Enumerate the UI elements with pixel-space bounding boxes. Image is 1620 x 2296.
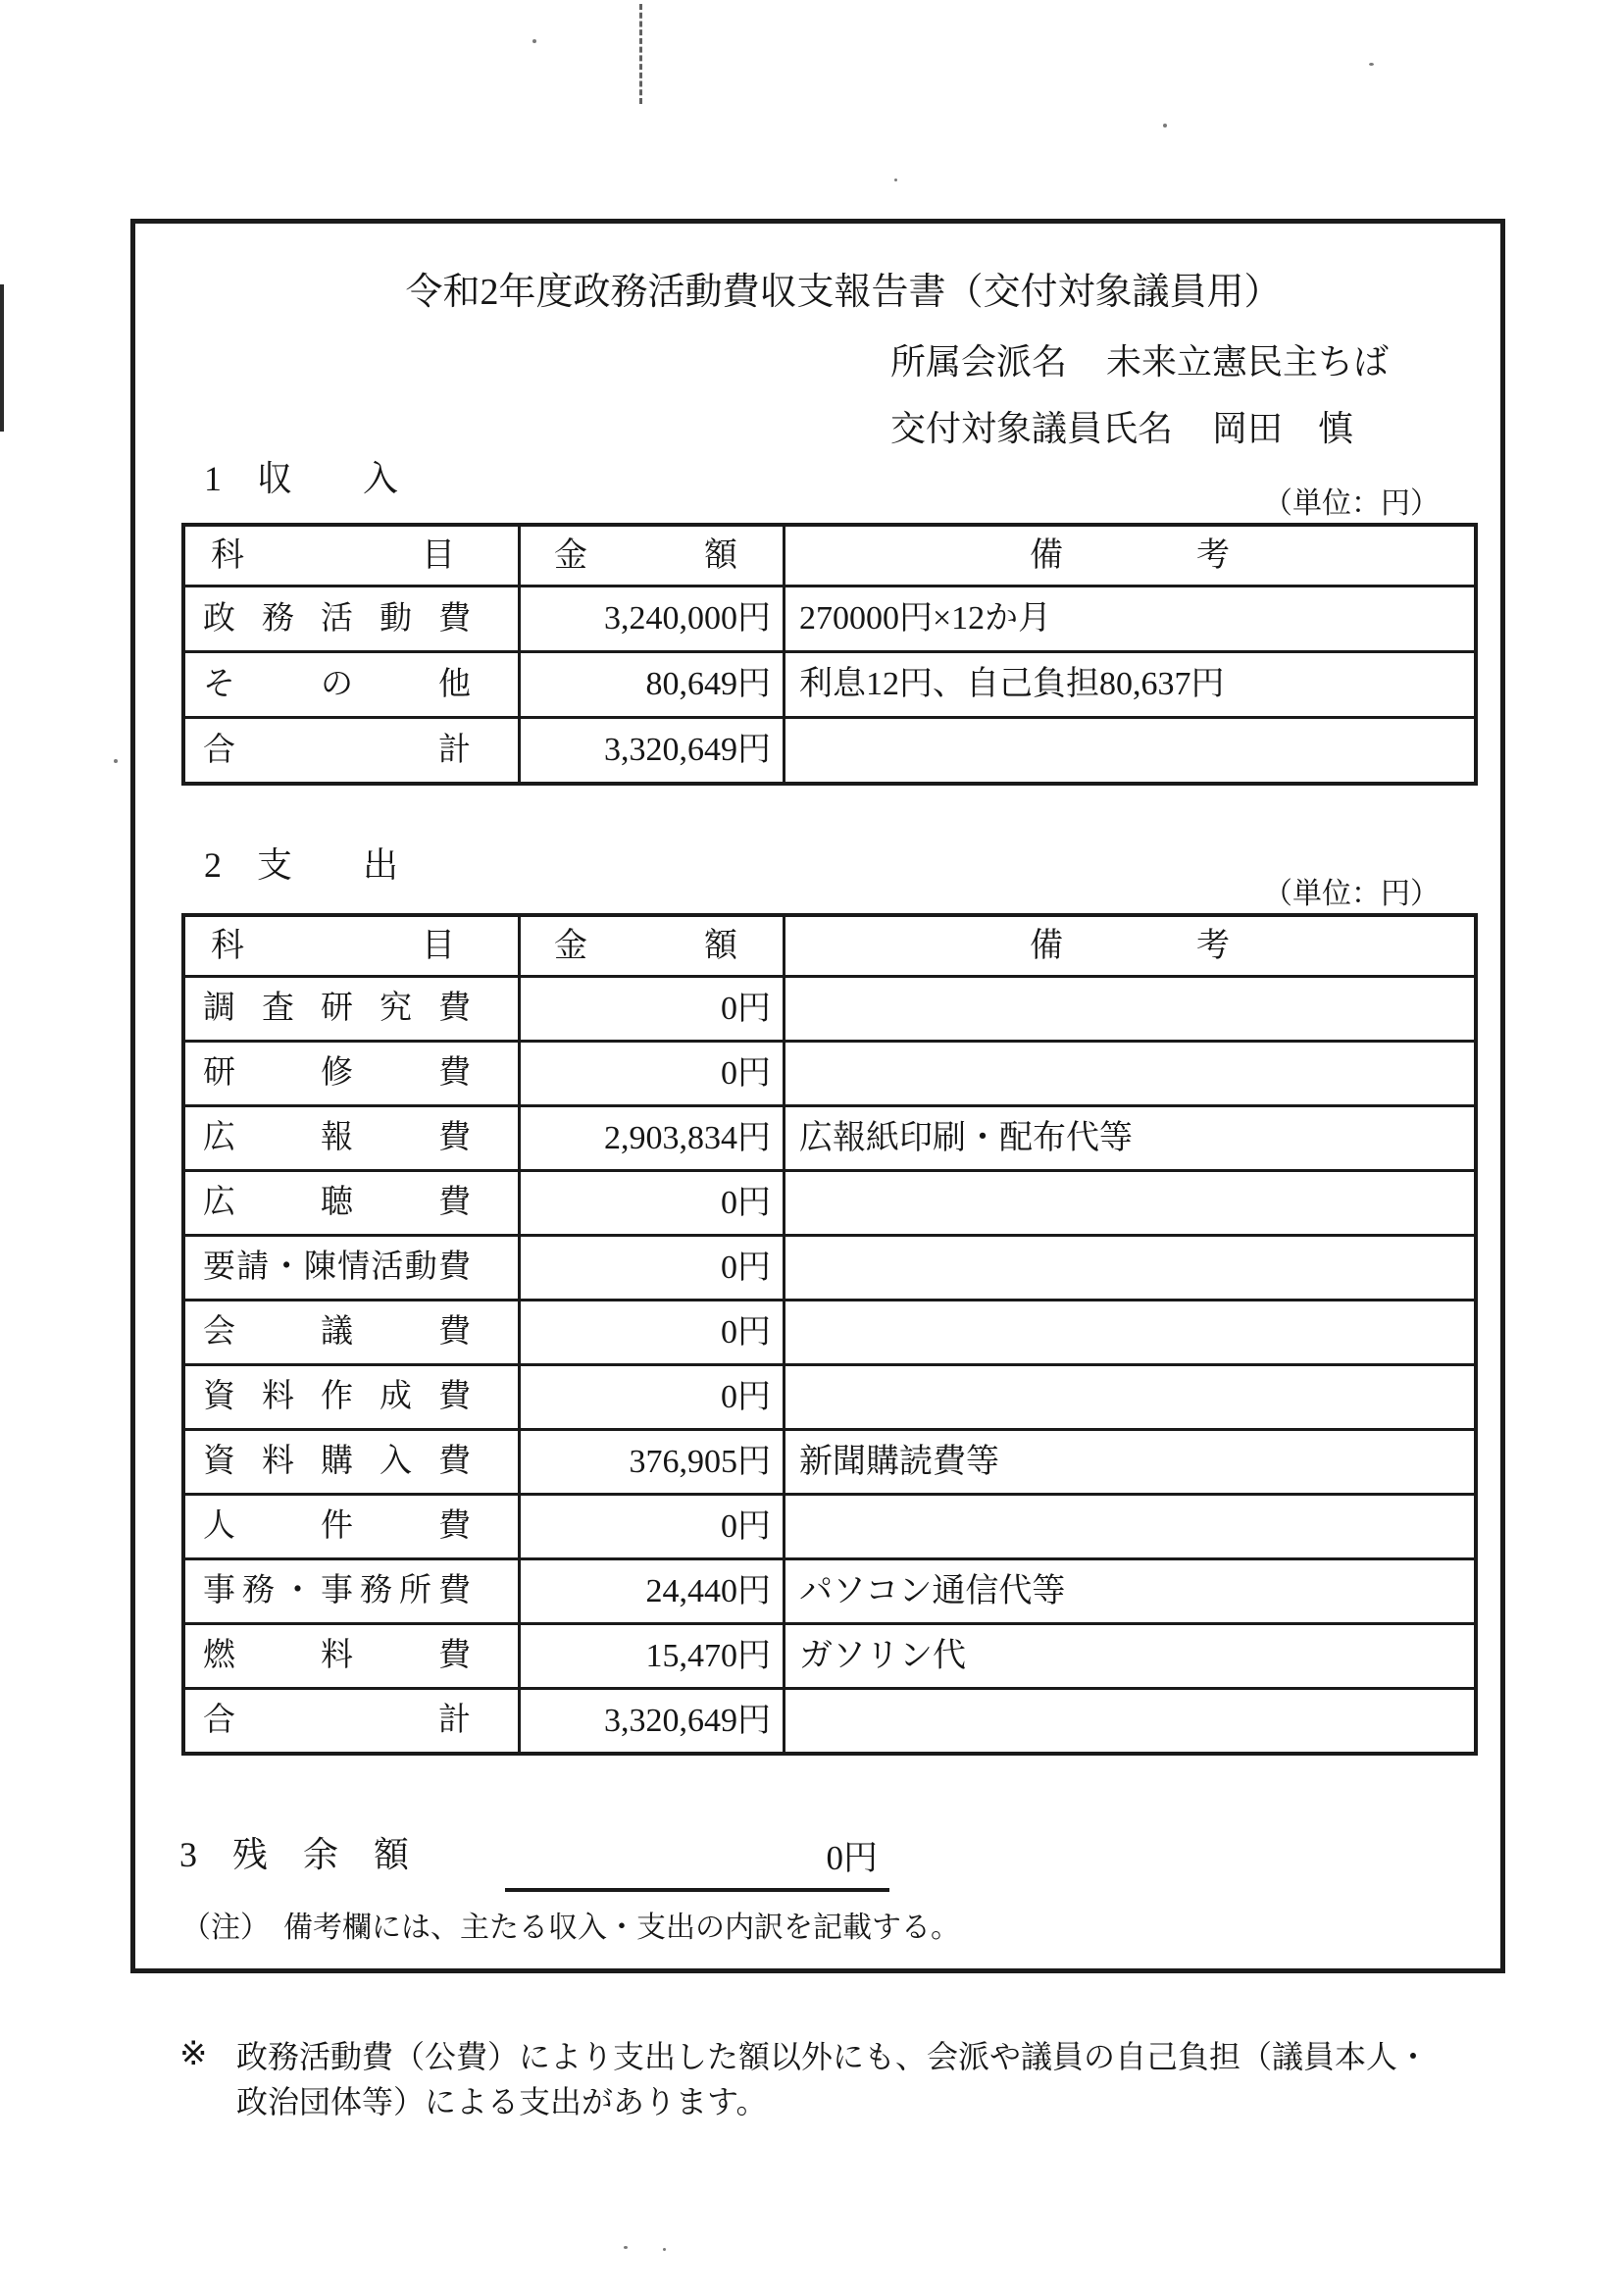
- row-item: 調査研究費: [203, 991, 471, 1026]
- table-row: [185, 1622, 1474, 1687]
- row-item: 資料購入費: [203, 1444, 471, 1479]
- row-amount: 15,470円: [518, 1625, 783, 1687]
- report-form-box: [130, 219, 1505, 1973]
- table-row: [185, 650, 1474, 716]
- table-row: [185, 1687, 1474, 1752]
- row-remarks: 利息12円、自己負担80,637円: [783, 653, 1474, 716]
- table-row: [185, 1493, 1474, 1557]
- member-value: 岡田 慎: [1212, 409, 1354, 448]
- footnote-text: 備考欄には、主たる収入・支出の内訳を記載する。: [283, 1912, 960, 1944]
- row-item: 要請・陳情活動費: [203, 1250, 471, 1285]
- row-remarks: [783, 1301, 1474, 1363]
- scan-speck: [114, 759, 118, 763]
- table-row: [185, 975, 1474, 1040]
- table-row: [185, 1234, 1474, 1299]
- table-row: [185, 1428, 1474, 1493]
- row-amount: 80,649円: [518, 653, 783, 716]
- row-item: 資料作成費: [203, 1379, 471, 1414]
- row-remarks: ガソリン代: [783, 1625, 1474, 1687]
- row-remarks: [783, 719, 1474, 782]
- table-row: [185, 1169, 1474, 1234]
- table-row: [185, 1363, 1474, 1428]
- income-col-amount: 金額: [518, 527, 783, 585]
- scan-speck: [1369, 63, 1374, 66]
- row-amount: 2,903,834円: [518, 1107, 783, 1169]
- row-amount: 0円: [518, 1301, 783, 1363]
- table-row: [185, 1104, 1474, 1169]
- member-line: [890, 401, 1353, 451]
- income-unit-note: （単位：円）: [1263, 487, 1440, 520]
- scan-speck: [663, 2248, 666, 2251]
- row-item: 会議費: [203, 1314, 471, 1350]
- row-item: 人件費: [203, 1508, 471, 1544]
- scan-speck: [894, 179, 897, 181]
- table-row: [185, 716, 1474, 782]
- row-amount: 3,320,649円: [518, 1690, 783, 1752]
- scan-speck: [532, 39, 536, 43]
- row-amount: 0円: [518, 1237, 783, 1299]
- expense-col-item: 科目: [211, 928, 455, 964]
- expense-table: [181, 913, 1478, 1756]
- row-item: 政務活動費: [203, 601, 471, 637]
- income-header-row: [185, 527, 1474, 585]
- row-item: 研修費: [203, 1055, 471, 1091]
- scan-speck: [1163, 124, 1167, 128]
- row-item: 合計: [203, 1703, 471, 1738]
- row-amount: 3,320,649円: [518, 719, 783, 782]
- income-col-item: 科目: [211, 537, 455, 574]
- row-item: 広報費: [203, 1120, 471, 1155]
- scan-speck: [624, 2246, 628, 2249]
- faction-value: 未来立憲民主ちば: [1106, 342, 1390, 382]
- balance-value: 0円: [505, 1829, 889, 1892]
- bottom-note-line1: 政務活動費（公費）により支出した額以外にも、会派や議員の自己負担（議員本人・: [236, 2039, 1430, 2074]
- row-item: その他: [203, 667, 471, 702]
- row-remarks: [783, 1366, 1474, 1428]
- table-row: [185, 1299, 1474, 1363]
- expense-unit-note: （単位：円）: [1263, 878, 1440, 910]
- row-item: 合計: [203, 733, 471, 768]
- balance-heading: 3 残 余 額: [179, 1835, 410, 1874]
- row-remarks: [783, 1043, 1474, 1104]
- row-amount: 0円: [518, 1496, 783, 1557]
- row-remarks: 新聞購読費等: [783, 1431, 1474, 1493]
- row-item: 事務・事務所費: [203, 1573, 471, 1608]
- row-amount: 24,440円: [518, 1560, 783, 1622]
- row-remarks: [783, 1172, 1474, 1234]
- income-table: [181, 523, 1478, 786]
- row-amount: 0円: [518, 978, 783, 1040]
- bottom-note: [179, 2034, 1552, 2124]
- table-row: [185, 1557, 1474, 1622]
- bottom-note-line2: 政治団体等）による支出があります。: [236, 2084, 768, 2119]
- faction-line: [890, 334, 1389, 384]
- row-item: 燃料費: [203, 1638, 471, 1673]
- table-row: [185, 585, 1474, 650]
- row-item: 広聴費: [203, 1185, 471, 1220]
- row-amount: 0円: [518, 1172, 783, 1234]
- bottom-note-text: [236, 2034, 1429, 2124]
- row-amount: 3,240,000円: [518, 587, 783, 650]
- expense-header-row: [185, 917, 1474, 975]
- income-section-heading: 1 収 入: [204, 459, 399, 498]
- row-amount: 0円: [518, 1043, 783, 1104]
- row-remarks: 270000円×12か月: [783, 587, 1474, 650]
- row-remarks: パソコン通信代等: [783, 1560, 1474, 1622]
- row-remarks: [783, 1237, 1474, 1299]
- row-remarks: 広報紙印刷・配布代等: [783, 1107, 1474, 1169]
- asterisk-marker: ※: [179, 2036, 208, 2072]
- expense-col-remarks: 備考: [783, 917, 1474, 975]
- row-remarks: [783, 1496, 1474, 1557]
- footnote: [181, 1903, 960, 1946]
- expense-col-amount: 金額: [518, 917, 783, 975]
- row-amount: 0円: [518, 1366, 783, 1428]
- income-col-remarks: 備考: [783, 527, 1474, 585]
- row-amount: 376,905円: [518, 1431, 783, 1493]
- expense-section-heading: 2 支 出: [204, 845, 399, 885]
- table-row: [185, 1040, 1474, 1104]
- scan-edge-mark: [0, 284, 4, 432]
- row-remarks: [783, 978, 1474, 1040]
- report-title: 令和2年度政務活動費収支報告書（交付対象議員用）: [405, 272, 1282, 313]
- footnote-marker: （注）: [181, 1912, 270, 1944]
- member-label: 交付対象議員氏名: [890, 409, 1174, 448]
- faction-label: 所属会派名: [890, 342, 1068, 382]
- fold-mark: [639, 4, 642, 104]
- row-remarks: [783, 1690, 1474, 1752]
